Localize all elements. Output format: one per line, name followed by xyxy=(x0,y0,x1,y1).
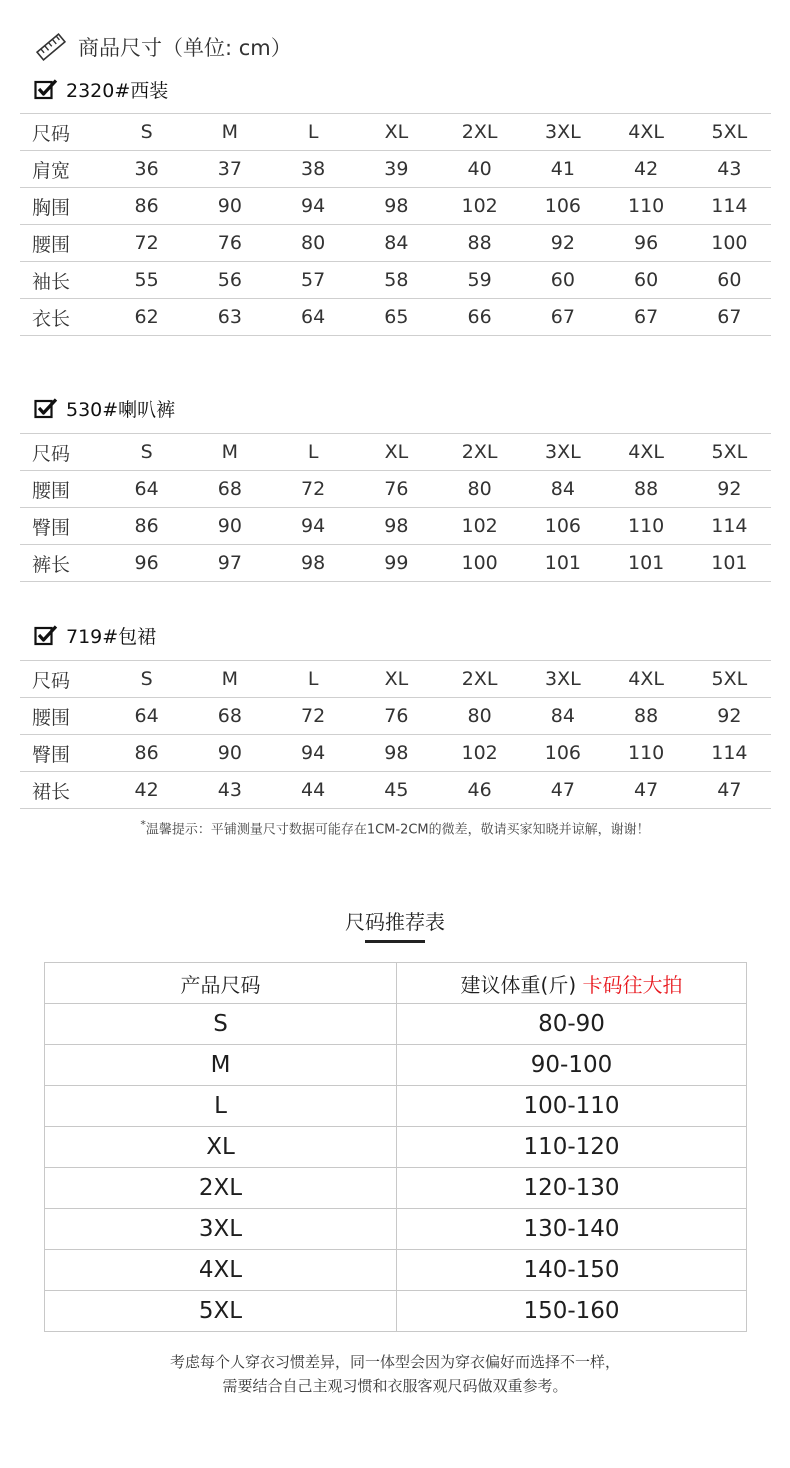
table-cell: 2XL xyxy=(438,434,521,471)
table-cell: 86 xyxy=(105,188,188,225)
ruler-icon xyxy=(36,33,66,61)
page-header xyxy=(36,30,292,64)
checkbox-checked-icon xyxy=(34,397,58,419)
table-cell: 110 xyxy=(605,735,688,772)
row-label: 胸围 xyxy=(20,188,105,225)
table-cell: 88 xyxy=(438,225,521,262)
table-cell: 43 xyxy=(188,772,271,809)
title-underline xyxy=(365,940,425,943)
weight-header-label: 建议体重(斤) xyxy=(460,972,577,997)
table-cell: 76 xyxy=(188,225,271,262)
table-cell: 90 xyxy=(188,188,271,225)
table-cell: 72 xyxy=(272,471,355,508)
size-cell: M xyxy=(45,1045,397,1086)
recommend-header-row xyxy=(45,963,747,1004)
table-cell: S xyxy=(105,434,188,471)
checkbox-checked-icon xyxy=(34,624,58,646)
table-cell: 86 xyxy=(105,508,188,545)
row-label: 裙长 xyxy=(20,772,105,809)
table-cell: 98 xyxy=(355,508,438,545)
table-cell: 45 xyxy=(355,772,438,809)
table-cell: L xyxy=(272,114,355,151)
size-cell: 4XL xyxy=(45,1250,397,1291)
table-cell: 67 xyxy=(521,299,604,336)
row-label: 臀围 xyxy=(20,508,105,545)
table-cell: 55 xyxy=(105,262,188,299)
recommend-row xyxy=(45,1086,747,1127)
table-cell: S xyxy=(105,661,188,698)
weight-cell: 110-120 xyxy=(397,1127,747,1168)
table-cell: 2XL xyxy=(438,114,521,151)
recommend-row xyxy=(45,1127,747,1168)
recommend-row xyxy=(45,1209,747,1250)
size-cell: 5XL xyxy=(45,1291,397,1332)
table-cell: 43 xyxy=(688,151,771,188)
row-label: 肩宽 xyxy=(20,151,105,188)
table-cell: 64 xyxy=(272,299,355,336)
table-row xyxy=(20,188,771,225)
recommend-title: 尺码推荐表 xyxy=(345,910,445,934)
table-row xyxy=(20,262,771,299)
table-cell: 92 xyxy=(688,698,771,735)
table-cell: 47 xyxy=(605,772,688,809)
table-cell: 101 xyxy=(521,545,604,582)
table-row xyxy=(20,508,771,545)
table-cell: 63 xyxy=(188,299,271,336)
table-cell: 101 xyxy=(688,545,771,582)
table-cell: 102 xyxy=(438,188,521,225)
weight-cell: 150-160 xyxy=(397,1291,747,1332)
table-row xyxy=(20,151,771,188)
table-cell: 57 xyxy=(272,262,355,299)
table-cell: 72 xyxy=(272,698,355,735)
table-cell: 102 xyxy=(438,508,521,545)
table-cell: 94 xyxy=(272,735,355,772)
weight-cell: 120-130 xyxy=(397,1168,747,1209)
table-cell: 68 xyxy=(188,698,271,735)
table-cell: 94 xyxy=(272,508,355,545)
table-cell: 92 xyxy=(521,225,604,262)
table-cell: 76 xyxy=(355,471,438,508)
row-label: 尺码 xyxy=(20,661,105,698)
table-cell: 39 xyxy=(355,151,438,188)
pants-title: 530#喇叭裤 xyxy=(66,398,176,421)
row-label: 腰围 xyxy=(20,471,105,508)
table-cell: 3XL xyxy=(521,434,604,471)
table-cell: 62 xyxy=(105,299,188,336)
skirt-section-title xyxy=(34,621,156,649)
size-cell: S xyxy=(45,1004,397,1045)
table-cell: 97 xyxy=(188,545,271,582)
suit-size-table xyxy=(20,113,771,336)
table-cell: 36 xyxy=(105,151,188,188)
row-label: 袖长 xyxy=(20,262,105,299)
table-cell: M xyxy=(188,661,271,698)
table-cell: 96 xyxy=(105,545,188,582)
note-text: 温馨提示：平铺测量尺寸数据可能存在1CM-2CM的微差，敬请买家知晓并谅解，谢谢！ xyxy=(145,822,650,838)
size-header-row xyxy=(20,114,771,151)
skirt-size-table xyxy=(20,660,771,809)
suit-title: 2320#西装 xyxy=(66,79,169,102)
recommend-row xyxy=(45,1291,747,1332)
row-label: 臀围 xyxy=(20,735,105,772)
row-label: 尺码 xyxy=(20,434,105,471)
table-cell: 68 xyxy=(188,471,271,508)
table-cell: 84 xyxy=(355,225,438,262)
table-cell: 102 xyxy=(438,735,521,772)
recommend-row xyxy=(45,1250,747,1291)
table-cell: 100 xyxy=(688,225,771,262)
col-weight-header xyxy=(397,963,747,1004)
table-cell: 47 xyxy=(521,772,604,809)
table-cell: XL xyxy=(355,434,438,471)
table-cell: 106 xyxy=(521,508,604,545)
table-cell: 80 xyxy=(438,698,521,735)
table-cell: 60 xyxy=(521,262,604,299)
table-cell: 114 xyxy=(688,508,771,545)
table-cell: 88 xyxy=(605,698,688,735)
size-cell: L xyxy=(45,1086,397,1127)
table-cell: 84 xyxy=(521,698,604,735)
bottom-note-line2: 需要结合自己主观习惯和衣服客观尺码做双重参考。 xyxy=(222,1377,568,1395)
table-row xyxy=(20,471,771,508)
table-cell: 46 xyxy=(438,772,521,809)
table-row xyxy=(20,698,771,735)
table-cell: 106 xyxy=(521,735,604,772)
table-row xyxy=(20,225,771,262)
table-cell: 76 xyxy=(355,698,438,735)
table-cell: 38 xyxy=(272,151,355,188)
table-cell: 98 xyxy=(355,188,438,225)
table-cell: 4XL xyxy=(605,434,688,471)
table-cell: 114 xyxy=(688,735,771,772)
table-cell: 86 xyxy=(105,735,188,772)
suit-section-title xyxy=(34,75,168,103)
table-cell: 41 xyxy=(521,151,604,188)
bottom-note-line1: 考虑每个人穿衣习惯差异，同一体型会因为穿衣偏好而选择不一样， xyxy=(169,1353,620,1371)
table-cell: 110 xyxy=(605,188,688,225)
pants-section-title xyxy=(34,394,175,422)
size-cell: XL xyxy=(45,1127,397,1168)
row-label: 腰围 xyxy=(20,698,105,735)
table-cell: 106 xyxy=(521,188,604,225)
table-row xyxy=(20,772,771,809)
checkbox-checked-icon xyxy=(34,78,58,100)
table-cell: 64 xyxy=(105,698,188,735)
table-cell: L xyxy=(272,661,355,698)
table-cell: 5XL xyxy=(688,114,771,151)
header-title: 商品尺寸（单位: cm） xyxy=(78,36,292,60)
table-row xyxy=(20,299,771,336)
recommend-row xyxy=(45,1168,747,1209)
table-cell: XL xyxy=(355,114,438,151)
table-cell: 65 xyxy=(355,299,438,336)
table-cell: 5XL xyxy=(688,434,771,471)
table-cell: 3XL xyxy=(521,661,604,698)
table-cell: 37 xyxy=(188,151,271,188)
recommend-row xyxy=(45,1045,747,1086)
table-cell: 80 xyxy=(272,225,355,262)
table-row xyxy=(20,735,771,772)
table-cell: 58 xyxy=(355,262,438,299)
skirt-title: 719#包裙 xyxy=(66,625,157,648)
weight-cell: 90-100 xyxy=(397,1045,747,1086)
table-cell: 5XL xyxy=(688,661,771,698)
size-cell: 3XL xyxy=(45,1209,397,1250)
table-cell: 66 xyxy=(438,299,521,336)
table-cell: 42 xyxy=(105,772,188,809)
note-mark: * xyxy=(140,818,146,831)
table-cell: 110 xyxy=(605,508,688,545)
table-cell: 44 xyxy=(272,772,355,809)
size-header-row xyxy=(20,434,771,471)
table-row xyxy=(20,545,771,582)
weight-cell: 80-90 xyxy=(397,1004,747,1045)
table-cell: 59 xyxy=(438,262,521,299)
size-cell: 2XL xyxy=(45,1168,397,1209)
table-cell: 114 xyxy=(688,188,771,225)
table-cell: 88 xyxy=(605,471,688,508)
table-cell: 2XL xyxy=(438,661,521,698)
recommend-row xyxy=(45,1004,747,1045)
pants-size-table xyxy=(20,433,771,582)
size-header-row xyxy=(20,661,771,698)
table-cell: 96 xyxy=(605,225,688,262)
table-cell: 42 xyxy=(605,151,688,188)
table-cell: 67 xyxy=(688,299,771,336)
row-label: 衣长 xyxy=(20,299,105,336)
table-cell: 90 xyxy=(188,735,271,772)
col-size-header: 产品尺码 xyxy=(45,963,397,1004)
table-cell: 40 xyxy=(438,151,521,188)
table-cell: 56 xyxy=(188,262,271,299)
table-cell: 3XL xyxy=(521,114,604,151)
table-cell: S xyxy=(105,114,188,151)
table-cell: M xyxy=(188,434,271,471)
table-cell: 80 xyxy=(438,471,521,508)
table-cell: 47 xyxy=(688,772,771,809)
table-cell: 60 xyxy=(605,262,688,299)
table-cell: 84 xyxy=(521,471,604,508)
weight-header-highlight: 卡码往大拍 xyxy=(582,972,683,997)
table-cell: 64 xyxy=(105,471,188,508)
row-label: 尺码 xyxy=(20,114,105,151)
table-cell: 94 xyxy=(272,188,355,225)
table-cell: M xyxy=(188,114,271,151)
table-cell: 99 xyxy=(355,545,438,582)
table-cell: L xyxy=(272,434,355,471)
table-cell: 67 xyxy=(605,299,688,336)
weight-cell: 100-110 xyxy=(397,1086,747,1127)
table-cell: 4XL xyxy=(605,661,688,698)
table-cell: 90 xyxy=(188,508,271,545)
row-label: 裤长 xyxy=(20,545,105,582)
table-cell: 72 xyxy=(105,225,188,262)
table-cell: 101 xyxy=(605,545,688,582)
weight-cell: 130-140 xyxy=(397,1209,747,1250)
bottom-note xyxy=(0,1350,790,1398)
table-cell: 4XL xyxy=(605,114,688,151)
measurement-note xyxy=(0,818,790,837)
table-cell: 60 xyxy=(688,262,771,299)
weight-cell: 140-150 xyxy=(397,1250,747,1291)
table-cell: 98 xyxy=(355,735,438,772)
table-cell: XL xyxy=(355,661,438,698)
table-cell: 98 xyxy=(272,545,355,582)
row-label: 腰围 xyxy=(20,225,105,262)
table-cell: 92 xyxy=(688,471,771,508)
recommend-table xyxy=(44,962,747,1332)
table-cell: 100 xyxy=(438,545,521,582)
